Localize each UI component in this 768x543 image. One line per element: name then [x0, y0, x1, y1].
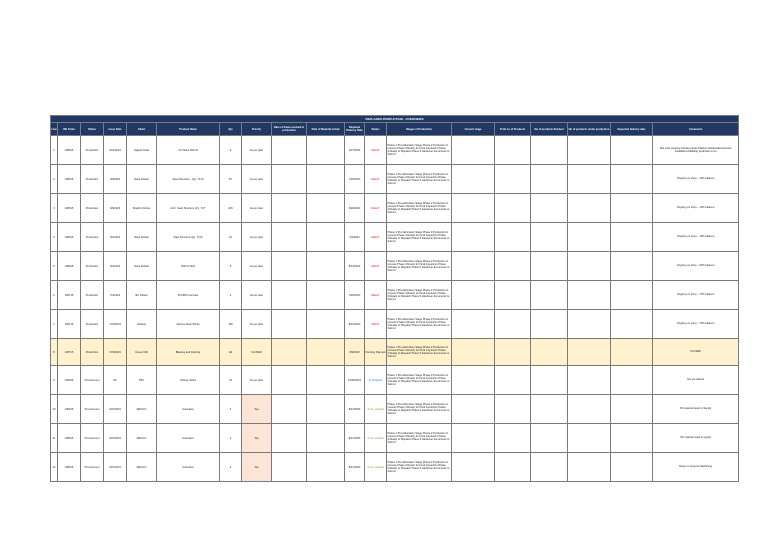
- under-production-cell[interactable]: [568, 424, 611, 453]
- material-date-cell[interactable]: [307, 339, 345, 366]
- state-cell[interactable]: DELAY: [365, 194, 387, 223]
- client-cell[interactable]: Ghanan: [127, 310, 157, 339]
- status-cell[interactable]: Production: [81, 310, 104, 339]
- client-cell[interactable]: Ocean NDI: [127, 339, 157, 366]
- finished-products-cell[interactable]: [531, 395, 568, 424]
- total-products-cell[interactable]: [495, 339, 531, 366]
- product-cell[interactable]: Autoclave: [157, 395, 220, 424]
- material-date-cell[interactable]: [307, 165, 345, 194]
- client-cell[interactable]: Nasir Abbasi: [127, 165, 157, 194]
- order-cell[interactable]: 138015: [58, 223, 81, 252]
- line-cell[interactable]: 3: [51, 194, 58, 223]
- column-header[interactable]: No of products under production: [568, 123, 611, 136]
- priority-cell[interactable]: As per plan: [242, 136, 272, 165]
- comment-cell[interactable]: Site work ongoing Painting tanks Platform ladders/accessories Installation/Cladding Hydrotest to do: [653, 136, 739, 165]
- priority-cell[interactable]: As per plan: [242, 165, 272, 194]
- expected-date-cell[interactable]: [611, 136, 653, 165]
- under-production-cell[interactable]: [568, 281, 611, 310]
- comment-cell[interactable]: Ongoing on shop – 70% balance: [653, 310, 739, 339]
- table-row[interactable]: [51, 310, 739, 339]
- product-cell[interactable]: Steel Structure Qty: 70 Ni: [157, 223, 220, 252]
- line-cell[interactable]: 2: [51, 165, 58, 194]
- qty-cell[interactable]: 4: [220, 281, 242, 310]
- client-cell[interactable]: DEFICO: [127, 453, 157, 482]
- required-date-cell[interactable]: 6/2/2023: [345, 223, 365, 252]
- stages-cell[interactable]: Phase 1:Pre-fabrication Stage Phase 2:Production in process Phase 3:Ready for Final Inspection Phase 4:Ready to Dispatch Phase 5:Handover documents to Submit: [387, 339, 452, 366]
- line-cell[interactable]: 4: [51, 223, 58, 252]
- line-cell[interactable]: 7: [51, 310, 58, 339]
- comment-cell[interactable]: Ongoing on shop – 10% balance: [653, 194, 739, 223]
- comment-cell[interactable]: Not yet started: [653, 366, 739, 395]
- current-stage-cell[interactable]: [452, 310, 495, 339]
- issue-date-cell[interactable]: 5/2/2023: [104, 223, 127, 252]
- total-products-cell[interactable]: [495, 252, 531, 281]
- column-header[interactable]: Expected delivery date: [611, 123, 653, 136]
- material-date-cell[interactable]: [307, 252, 345, 281]
- required-date-cell[interactable]: 7/29/2023: [345, 281, 365, 310]
- stages-cell[interactable]: Phase 1:Pre-fabrication Stage Phase 2:Production in process Phase 3:Ready for Final Inspection Phase 4:Ready to Dispatch Phase 5:Handover documents to Submit: [387, 165, 452, 194]
- client-cell[interactable]: Najeeb Kolla: [127, 136, 157, 165]
- required-date-cell[interactable]: 10/7/2023: [345, 136, 365, 165]
- qty-cell[interactable]: 6: [220, 252, 242, 281]
- status-cell[interactable]: Procurement: [81, 453, 104, 482]
- product-cell[interactable]: Various Tanks: [157, 366, 220, 395]
- state-cell[interactable]: To be updated: [365, 453, 387, 482]
- priority-cell[interactable]: As per plan: [242, 366, 272, 395]
- comment-cell[interactable]: SS material need to Supply: [653, 395, 739, 424]
- under-production-cell[interactable]: [568, 395, 611, 424]
- comment-cell[interactable]: SS material need to supply: [653, 424, 739, 453]
- state-cell[interactable]: Pending Payment: [365, 339, 387, 366]
- current-stage-cell[interactable]: [452, 194, 495, 223]
- issue-date-cell[interactable]: 7/4/2023: [104, 281, 127, 310]
- column-header[interactable]: Date of draw-received to production: [272, 123, 307, 136]
- comment-cell[interactable]: Rings on shop for Machining: [653, 453, 739, 482]
- draw-date-cell[interactable]: [272, 223, 307, 252]
- qty-cell[interactable]: 23: [220, 366, 242, 395]
- draw-date-cell[interactable]: [272, 165, 307, 194]
- client-cell[interactable]: Sheikh Al Hinai: [127, 194, 157, 223]
- client-cell[interactable]: TBC: [127, 366, 157, 395]
- column-header[interactable]: Status: [81, 123, 104, 136]
- line-cell[interactable]: 12: [51, 453, 58, 482]
- expected-date-cell[interactable]: [611, 395, 653, 424]
- status-cell[interactable]: Production: [81, 223, 104, 252]
- table-row[interactable]: [51, 165, 739, 194]
- order-cell[interactable]: 138715: [58, 339, 81, 366]
- finished-products-cell[interactable]: [531, 339, 568, 366]
- column-header[interactable]: Total no of Products: [495, 123, 531, 136]
- comment-cell[interactable]: Ongoing on shop – 70% balance: [653, 281, 739, 310]
- column-header[interactable]: No of products finished: [531, 123, 568, 136]
- finished-products-cell[interactable]: [531, 366, 568, 395]
- qty-cell[interactable]: 206: [220, 194, 242, 223]
- column-header[interactable]: Status: [365, 123, 387, 136]
- required-date-cell[interactable]: 8/27/2023: [345, 424, 365, 453]
- draw-date-cell[interactable]: [272, 424, 307, 453]
- expected-date-cell[interactable]: [611, 453, 653, 482]
- stages-cell[interactable]: Phase 1:Pre-fabrication Stage Phase 2:Production in process Phase 3:Ready for Final Inspection Phase 4:Ready to Dispatch Phase 5:Handover documents to Submit: [387, 310, 452, 339]
- issue-date-cell[interactable]: 4/8/2023: [104, 194, 127, 223]
- state-cell[interactable]: DELAY: [365, 223, 387, 252]
- product-cell[interactable]: Steel Structure - Qty: 70 Ni: [157, 165, 220, 194]
- total-products-cell[interactable]: [495, 194, 531, 223]
- line-cell[interactable]: 6: [51, 281, 58, 310]
- order-cell[interactable]: 136325: [58, 366, 81, 395]
- total-products-cell[interactable]: [495, 165, 531, 194]
- material-date-cell[interactable]: [307, 136, 345, 165]
- product-cell[interactable]: 4.6 Tanks 300m3: [157, 136, 220, 165]
- expected-date-cell[interactable]: [611, 310, 653, 339]
- required-date-cell[interactable]: 8/27/2023: [345, 453, 365, 482]
- stages-cell[interactable]: Phase 1:Pre-fabrication Stage Phase 2:Production in process Phase 3:Ready for Final Inspection Phase 4:Ready to Dispatch Phase 5:Handover documents to Submit: [387, 194, 452, 223]
- required-date-cell[interactable]: 8/14/2023: [345, 252, 365, 281]
- total-products-cell[interactable]: [495, 310, 531, 339]
- draw-date-cell[interactable]: [272, 252, 307, 281]
- line-cell[interactable]: 11: [51, 424, 58, 453]
- state-cell[interactable]: DELAY: [365, 310, 387, 339]
- product-cell[interactable]: Blasting and Painting: [157, 339, 220, 366]
- table-row[interactable]: [51, 281, 739, 310]
- table-row[interactable]: [51, 366, 739, 395]
- under-production-cell[interactable]: [568, 453, 611, 482]
- expected-date-cell[interactable]: [611, 194, 653, 223]
- material-date-cell[interactable]: [307, 453, 345, 482]
- stages-cell[interactable]: Phase 1:Pre-fabrication Stage Phase 2:Production in process Phase 3:Ready for Final Inspection Phase 4:Ready to Dispatch Phase 5:Handover documents to Submit: [387, 453, 452, 482]
- draw-date-cell[interactable]: [272, 453, 307, 482]
- required-date-cell[interactable]: 10/25/2023: [345, 366, 365, 395]
- order-cell[interactable]: 138715: [58, 310, 81, 339]
- product-cell[interactable]: Arch. Steel Structure Qty: 70 T: [157, 194, 220, 223]
- material-date-cell[interactable]: [307, 281, 345, 310]
- stages-cell[interactable]: Phase 1:Pre-fabrication Stage Phase 2:Production in process Phase 3:Ready for Final Inspection Phase 4:Ready to Dispatch Phase 5:Handover documents to Submit: [387, 395, 452, 424]
- total-products-cell[interactable]: [495, 281, 531, 310]
- table-row[interactable]: [51, 339, 739, 366]
- finished-products-cell[interactable]: [531, 281, 568, 310]
- finished-products-cell[interactable]: [531, 310, 568, 339]
- finished-products-cell[interactable]: [531, 424, 568, 453]
- line-cell[interactable]: 5: [51, 252, 58, 281]
- qty-cell[interactable]: 4: [220, 395, 242, 424]
- current-stage-cell[interactable]: [452, 366, 495, 395]
- priority-cell[interactable]: Top: [242, 453, 272, 482]
- line-cell[interactable]: 9: [51, 366, 58, 395]
- current-stage-cell[interactable]: [452, 339, 495, 366]
- priority-cell[interactable]: As per plan: [242, 194, 272, 223]
- required-date-cell[interactable]: 8/9/2023: [345, 339, 365, 366]
- finished-products-cell[interactable]: [531, 223, 568, 252]
- product-cell[interactable]: 50,000ltr fuel tank: [157, 281, 220, 310]
- priority-cell[interactable]: As per plan: [242, 310, 272, 339]
- column-header[interactable]: Priority: [242, 123, 272, 136]
- status-cell[interactable]: Procurement: [81, 395, 104, 424]
- line-cell[interactable]: 8: [51, 339, 58, 366]
- qty-cell[interactable]: 42: [220, 223, 242, 252]
- column-header[interactable]: Issue Date: [104, 123, 127, 136]
- status-cell[interactable]: Production: [81, 339, 104, 366]
- comment-cell[interactable]: Ongoing on shop – 10% balance: [653, 165, 739, 194]
- current-stage-cell[interactable]: [452, 395, 495, 424]
- status-cell[interactable]: Procurement: [81, 424, 104, 453]
- product-cell[interactable]: 200m3 Tank: [157, 252, 220, 281]
- expected-date-cell[interactable]: [611, 223, 653, 252]
- column-header[interactable]: WA Order: [58, 123, 81, 136]
- issue-date-cell[interactable]: 3/27/2023: [104, 453, 127, 482]
- qty-cell[interactable]: 3: [220, 453, 242, 482]
- column-header[interactable]: Stages of Production: [387, 123, 452, 136]
- expected-date-cell[interactable]: [611, 366, 653, 395]
- client-cell[interactable]: Bin Ishtiah: [127, 281, 157, 310]
- qty-cell[interactable]: 106: [220, 310, 242, 339]
- required-date-cell[interactable]: 8/24/2023: [345, 310, 365, 339]
- state-cell[interactable]: To be updated: [365, 395, 387, 424]
- priority-cell[interactable]: Top: [242, 424, 272, 453]
- order-cell[interactable]: 138715: [58, 281, 81, 310]
- current-stage-cell[interactable]: [452, 223, 495, 252]
- product-cell[interactable]: Autoclave: [157, 424, 220, 453]
- client-cell[interactable]: Nasir Abbasi: [127, 252, 157, 281]
- under-production-cell[interactable]: [568, 252, 611, 281]
- under-production-cell[interactable]: [568, 366, 611, 395]
- state-cell[interactable]: To be updated: [365, 424, 387, 453]
- draw-date-cell[interactable]: [272, 136, 307, 165]
- finished-products-cell[interactable]: [531, 194, 568, 223]
- finished-products-cell[interactable]: [531, 165, 568, 194]
- status-cell[interactable]: Production: [81, 252, 104, 281]
- product-cell[interactable]: Various Steel Works: [157, 310, 220, 339]
- production-table: [50, 115, 739, 482]
- total-products-cell[interactable]: [495, 136, 531, 165]
- issue-date-cell[interactable]: 7/20/2023: [104, 310, 127, 339]
- status-cell[interactable]: Production: [81, 194, 104, 223]
- line-cell[interactable]: 1: [51, 136, 58, 165]
- column-header[interactable]: Comments: [653, 123, 739, 136]
- column-header[interactable]: Current stage: [452, 123, 495, 136]
- order-cell[interactable]: 138015: [58, 194, 81, 223]
- finished-products-cell[interactable]: [531, 136, 568, 165]
- total-products-cell[interactable]: [495, 424, 531, 453]
- table-row[interactable]: [51, 424, 739, 453]
- current-stage-cell[interactable]: [452, 453, 495, 482]
- stages-cell[interactable]: Phase 1:Pre-fabrication Stage Phase 2:Production in process Phase 3:Ready for Final Inspection Phase 4:Ready to Dispatch Phase 5:Handover documents to Submit: [387, 281, 452, 310]
- issue-date-cell[interactable]: 7/29/2023: [104, 339, 127, 366]
- current-stage-cell[interactable]: [452, 424, 495, 453]
- under-production-cell[interactable]: [568, 339, 611, 366]
- expected-date-cell[interactable]: [611, 424, 653, 453]
- finished-products-cell[interactable]: [531, 453, 568, 482]
- current-stage-cell[interactable]: [452, 136, 495, 165]
- stages-cell[interactable]: Phase 1:Pre-fabrication Stage Phase 2:Production in process Phase 3:Ready for Final Inspection Phase 4:Ready to Dispatch Phase 5:Handover documents to Submit: [387, 366, 452, 395]
- order-cell[interactable]: 138015: [58, 252, 81, 281]
- header-row: [51, 123, 739, 136]
- under-production-cell[interactable]: [568, 310, 611, 339]
- issue-date-cell[interactable]: 2/21/2023: [104, 136, 127, 165]
- finished-products-cell[interactable]: [531, 252, 568, 281]
- priority-cell[interactable]: Top: [242, 395, 272, 424]
- total-products-cell[interactable]: [495, 453, 531, 482]
- status-cell[interactable]: Production: [81, 136, 104, 165]
- current-stage-cell[interactable]: [452, 281, 495, 310]
- draw-date-cell[interactable]: [272, 395, 307, 424]
- comment-cell[interactable]: Ongoing on shop – 10% balance: [653, 223, 739, 252]
- issue-date-cell[interactable]: NA: [104, 366, 127, 395]
- stages-cell[interactable]: Phase 1:Pre-fabrication Stage Phase 2:Production in process Phase 3:Ready for Final Inspection Phase 4:Ready to Dispatch Phase 5:Handover documents to Submit: [387, 223, 452, 252]
- table-row[interactable]: [51, 453, 739, 482]
- state-cell[interactable]: In Progress: [365, 366, 387, 395]
- stages-cell[interactable]: Phase 1:Pre-fabrication Stage Phase 2:Production in process Phase 3:Ready for Final Inspection Phase 4:Ready to Dispatch Phase 5:Handover documents to Submit: [387, 424, 452, 453]
- required-date-cell[interactable]: 6/28/2023: [345, 194, 365, 223]
- required-date-cell[interactable]: 8/27/2023: [345, 395, 365, 424]
- expected-date-cell[interactable]: [611, 165, 653, 194]
- table-row[interactable]: [51, 395, 739, 424]
- column-header[interactable]: Qty: [220, 123, 242, 136]
- priority-cell[interactable]: As per plan: [242, 281, 272, 310]
- draw-date-cell[interactable]: [272, 366, 307, 395]
- status-cell[interactable]: Production: [81, 281, 104, 310]
- issue-date-cell[interactable]: 3/9/2023: [104, 165, 127, 194]
- table-row[interactable]: [51, 252, 739, 281]
- status-cell[interactable]: Procurement: [81, 366, 104, 395]
- column-header[interactable]: Required Delivery Date: [345, 123, 365, 136]
- table-body: [51, 136, 739, 482]
- total-products-cell[interactable]: [495, 223, 531, 252]
- priority-cell[interactable]: As per plan: [242, 223, 272, 252]
- line-cell[interactable]: 10: [51, 395, 58, 424]
- under-production-cell[interactable]: [568, 194, 611, 223]
- under-production-cell[interactable]: [568, 136, 611, 165]
- qty-cell[interactable]: 6: [220, 136, 242, 165]
- draw-date-cell[interactable]: [272, 339, 307, 366]
- client-cell[interactable]: DEFICO: [127, 424, 157, 453]
- issue-date-cell[interactable]: 3/27/2023: [104, 424, 127, 453]
- expected-date-cell[interactable]: [611, 252, 653, 281]
- under-production-cell[interactable]: [568, 223, 611, 252]
- material-date-cell[interactable]: [307, 424, 345, 453]
- qty-cell[interactable]: NA: [220, 339, 242, 366]
- spreadsheet: [50, 115, 732, 482]
- state-cell[interactable]: DELAY: [365, 281, 387, 310]
- material-date-cell[interactable]: [307, 366, 345, 395]
- priority-cell[interactable]: As per plan: [242, 252, 272, 281]
- state-cell[interactable]: DELAY: [365, 165, 387, 194]
- draw-date-cell[interactable]: [272, 194, 307, 223]
- qty-cell[interactable]: 87: [220, 165, 242, 194]
- table-row[interactable]: [51, 194, 739, 223]
- qty-cell[interactable]: 3: [220, 424, 242, 453]
- state-cell[interactable]: DELAY: [365, 136, 387, 165]
- client-cell[interactable]: Nasir Abbasi: [127, 223, 157, 252]
- status-cell[interactable]: Production: [81, 165, 104, 194]
- expected-date-cell[interactable]: [611, 339, 653, 366]
- total-products-cell[interactable]: [495, 366, 531, 395]
- column-header[interactable]: Product Name: [157, 123, 220, 136]
- sheet-title: DEPLASER PRODUCTION - OVERVIEWS: [51, 116, 739, 123]
- draw-date-cell[interactable]: [272, 310, 307, 339]
- state-cell[interactable]: DELAY: [365, 252, 387, 281]
- current-stage-cell[interactable]: [452, 165, 495, 194]
- current-stage-cell[interactable]: [452, 252, 495, 281]
- order-cell[interactable]: 138015: [58, 165, 81, 194]
- required-date-cell[interactable]: 7/26/2023: [345, 165, 365, 194]
- issue-date-cell[interactable]: 3/27/2023: [104, 395, 127, 424]
- stages-cell[interactable]: Phase 1:Pre-fabrication Stage Phase 2:Production in process Phase 3:Ready for Final Inspection Phase 4:Ready to Dispatch Phase 5:Handover documents to Submit: [387, 252, 452, 281]
- order-cell[interactable]: 138015: [58, 395, 81, 424]
- column-header[interactable]: Client: [127, 123, 157, 136]
- column-header[interactable]: Date of Material arrival: [307, 123, 345, 136]
- total-products-cell[interactable]: [495, 395, 531, 424]
- table-row[interactable]: [51, 223, 739, 252]
- expected-date-cell[interactable]: [611, 281, 653, 310]
- client-cell[interactable]: DEFICO: [127, 395, 157, 424]
- table-row[interactable]: [51, 136, 739, 165]
- issue-date-cell[interactable]: 6/4/2023: [104, 252, 127, 281]
- material-date-cell[interactable]: [307, 223, 345, 252]
- order-cell[interactable]: 138015: [58, 136, 81, 165]
- draw-date-cell[interactable]: [272, 281, 307, 310]
- material-date-cell[interactable]: [307, 310, 345, 339]
- order-cell[interactable]: 138015: [58, 453, 81, 482]
- stages-cell[interactable]: Phase 1:Pre-fabrication Stage Phase 2:Production in process Phase 3:Ready for Final Inspection Phase 4:Ready to Dispatch Phase 5:Handover documents to Submit: [387, 136, 452, 165]
- material-date-cell[interactable]: [307, 194, 345, 223]
- order-cell[interactable]: 138015: [58, 424, 81, 453]
- column-header[interactable]: Line: [51, 123, 58, 136]
- under-production-cell[interactable]: [568, 165, 611, 194]
- material-date-cell[interactable]: [307, 395, 345, 424]
- priority-cell[interactable]: CLOSED: [242, 339, 272, 366]
- comment-cell[interactable]: CLOSED: [653, 339, 739, 366]
- product-cell[interactable]: Autoclave: [157, 453, 220, 482]
- comment-cell[interactable]: Ongoing on shop – 50% balance: [653, 252, 739, 281]
